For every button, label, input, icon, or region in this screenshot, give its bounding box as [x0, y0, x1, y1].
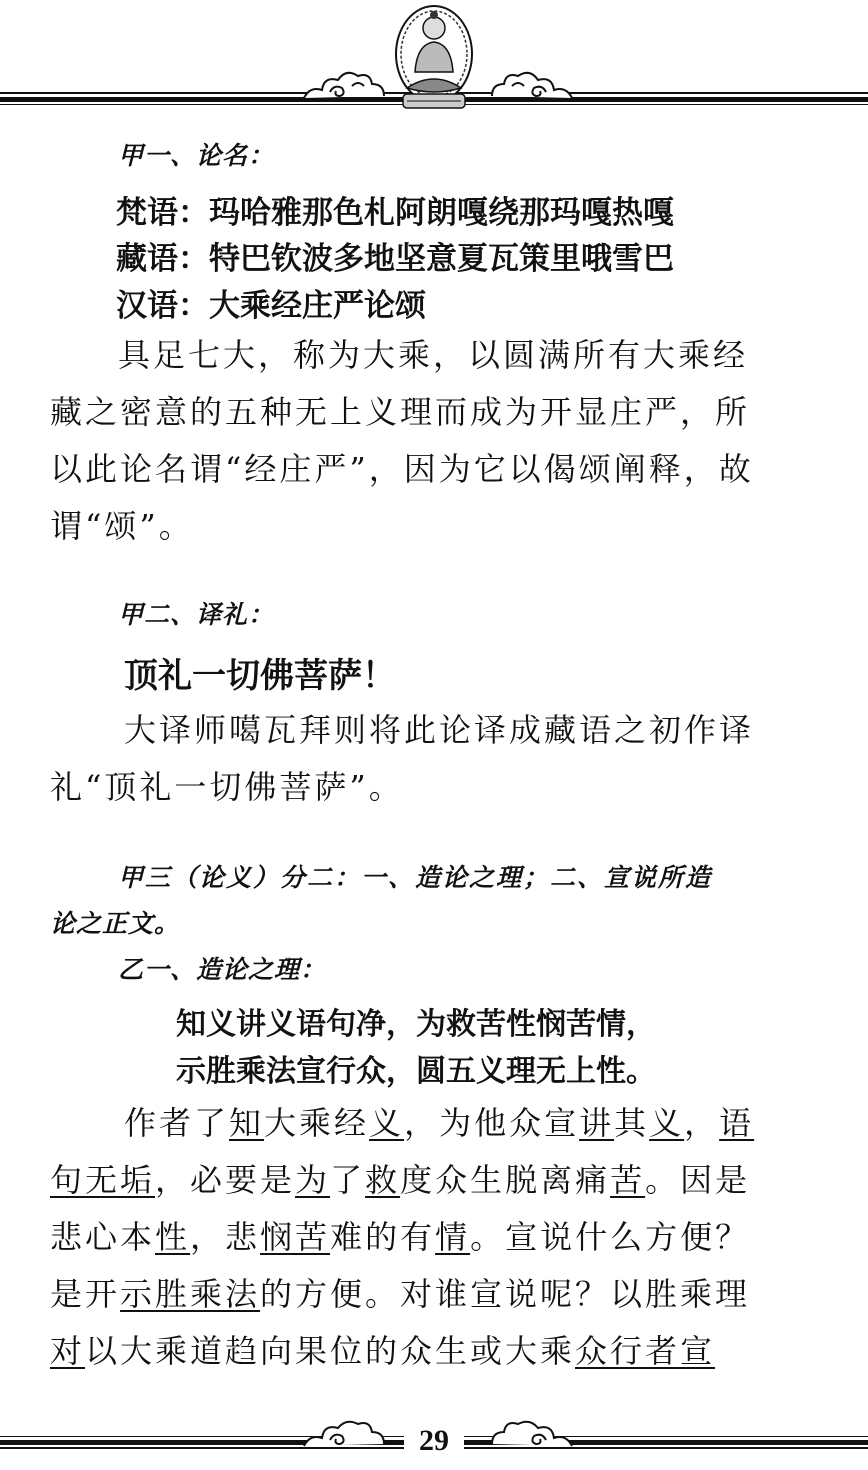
cloud-left-icon: [300, 64, 388, 104]
paragraph-line: 是开示胜乘法的方便。对谁宣说呢？以胜乘理: [50, 1275, 751, 1313]
paragraph-line: 以此论名谓“经庄严”，因为它以偈颂阐释，故: [50, 450, 754, 488]
section-heading: 甲三（论义）分二：一、造论之理；二、宣说所造: [118, 863, 713, 892]
buddha-icon: [393, 2, 475, 112]
sanskrit-title: 梵语：玛哈雅那色札阿朗嘎绕那玛嘎热嘎: [116, 195, 674, 231]
section-heading: 甲一、论名：: [118, 141, 275, 170]
paragraph-line: 大译师噶瓦拜则将此论译成藏语之初作译: [124, 711, 755, 749]
cloud-right-icon: [488, 64, 576, 104]
paragraph-line: 句无垢，必要是为了救度众生脱离痛苦。因是: [50, 1161, 751, 1199]
paragraph-line: 礼“顶礼一切佛菩萨”。: [50, 768, 404, 806]
tibetan-title: 藏语：特巴钦波多地坚意夏瓦策里哦雪巴: [116, 241, 674, 277]
sub-heading: 乙一、造论之理：: [118, 955, 327, 984]
chinese-title: 汉语：大乘经庄严论颂: [116, 288, 426, 324]
paragraph-line: 藏之密意的五种无上义理而成为开显庄严，所: [50, 393, 751, 431]
section-heading: 甲二、译礼：: [118, 600, 275, 629]
paragraph-line: 作者了知大乘经义，为他众宣讲其义，语: [124, 1104, 755, 1142]
verse-line: 示胜乘法宣行众，圆五义理无上性。: [176, 1054, 656, 1089]
verse-line: 知义讲义语句净，为救苦性悯苦情，: [176, 1007, 656, 1042]
paragraph-line: 悲心本性，悲悯苦难的有情。宣说什么方便？: [50, 1218, 751, 1256]
homage-line: 顶礼一切佛菩萨！: [124, 656, 396, 696]
paragraph-line: 具足七大，称为大乘，以圆满所有大乘经: [118, 336, 749, 374]
cloud-right-icon: [488, 1416, 576, 1450]
cloud-left-icon: [300, 1416, 388, 1450]
paragraph-line: 谓“颂”。: [50, 507, 194, 545]
page-number: 29: [419, 1424, 449, 1457]
paragraph-line: 对以大乘道趋向果位的众生或大乘众行者宣: [50, 1332, 716, 1370]
section-heading-cont: 论之正文。: [50, 909, 181, 938]
